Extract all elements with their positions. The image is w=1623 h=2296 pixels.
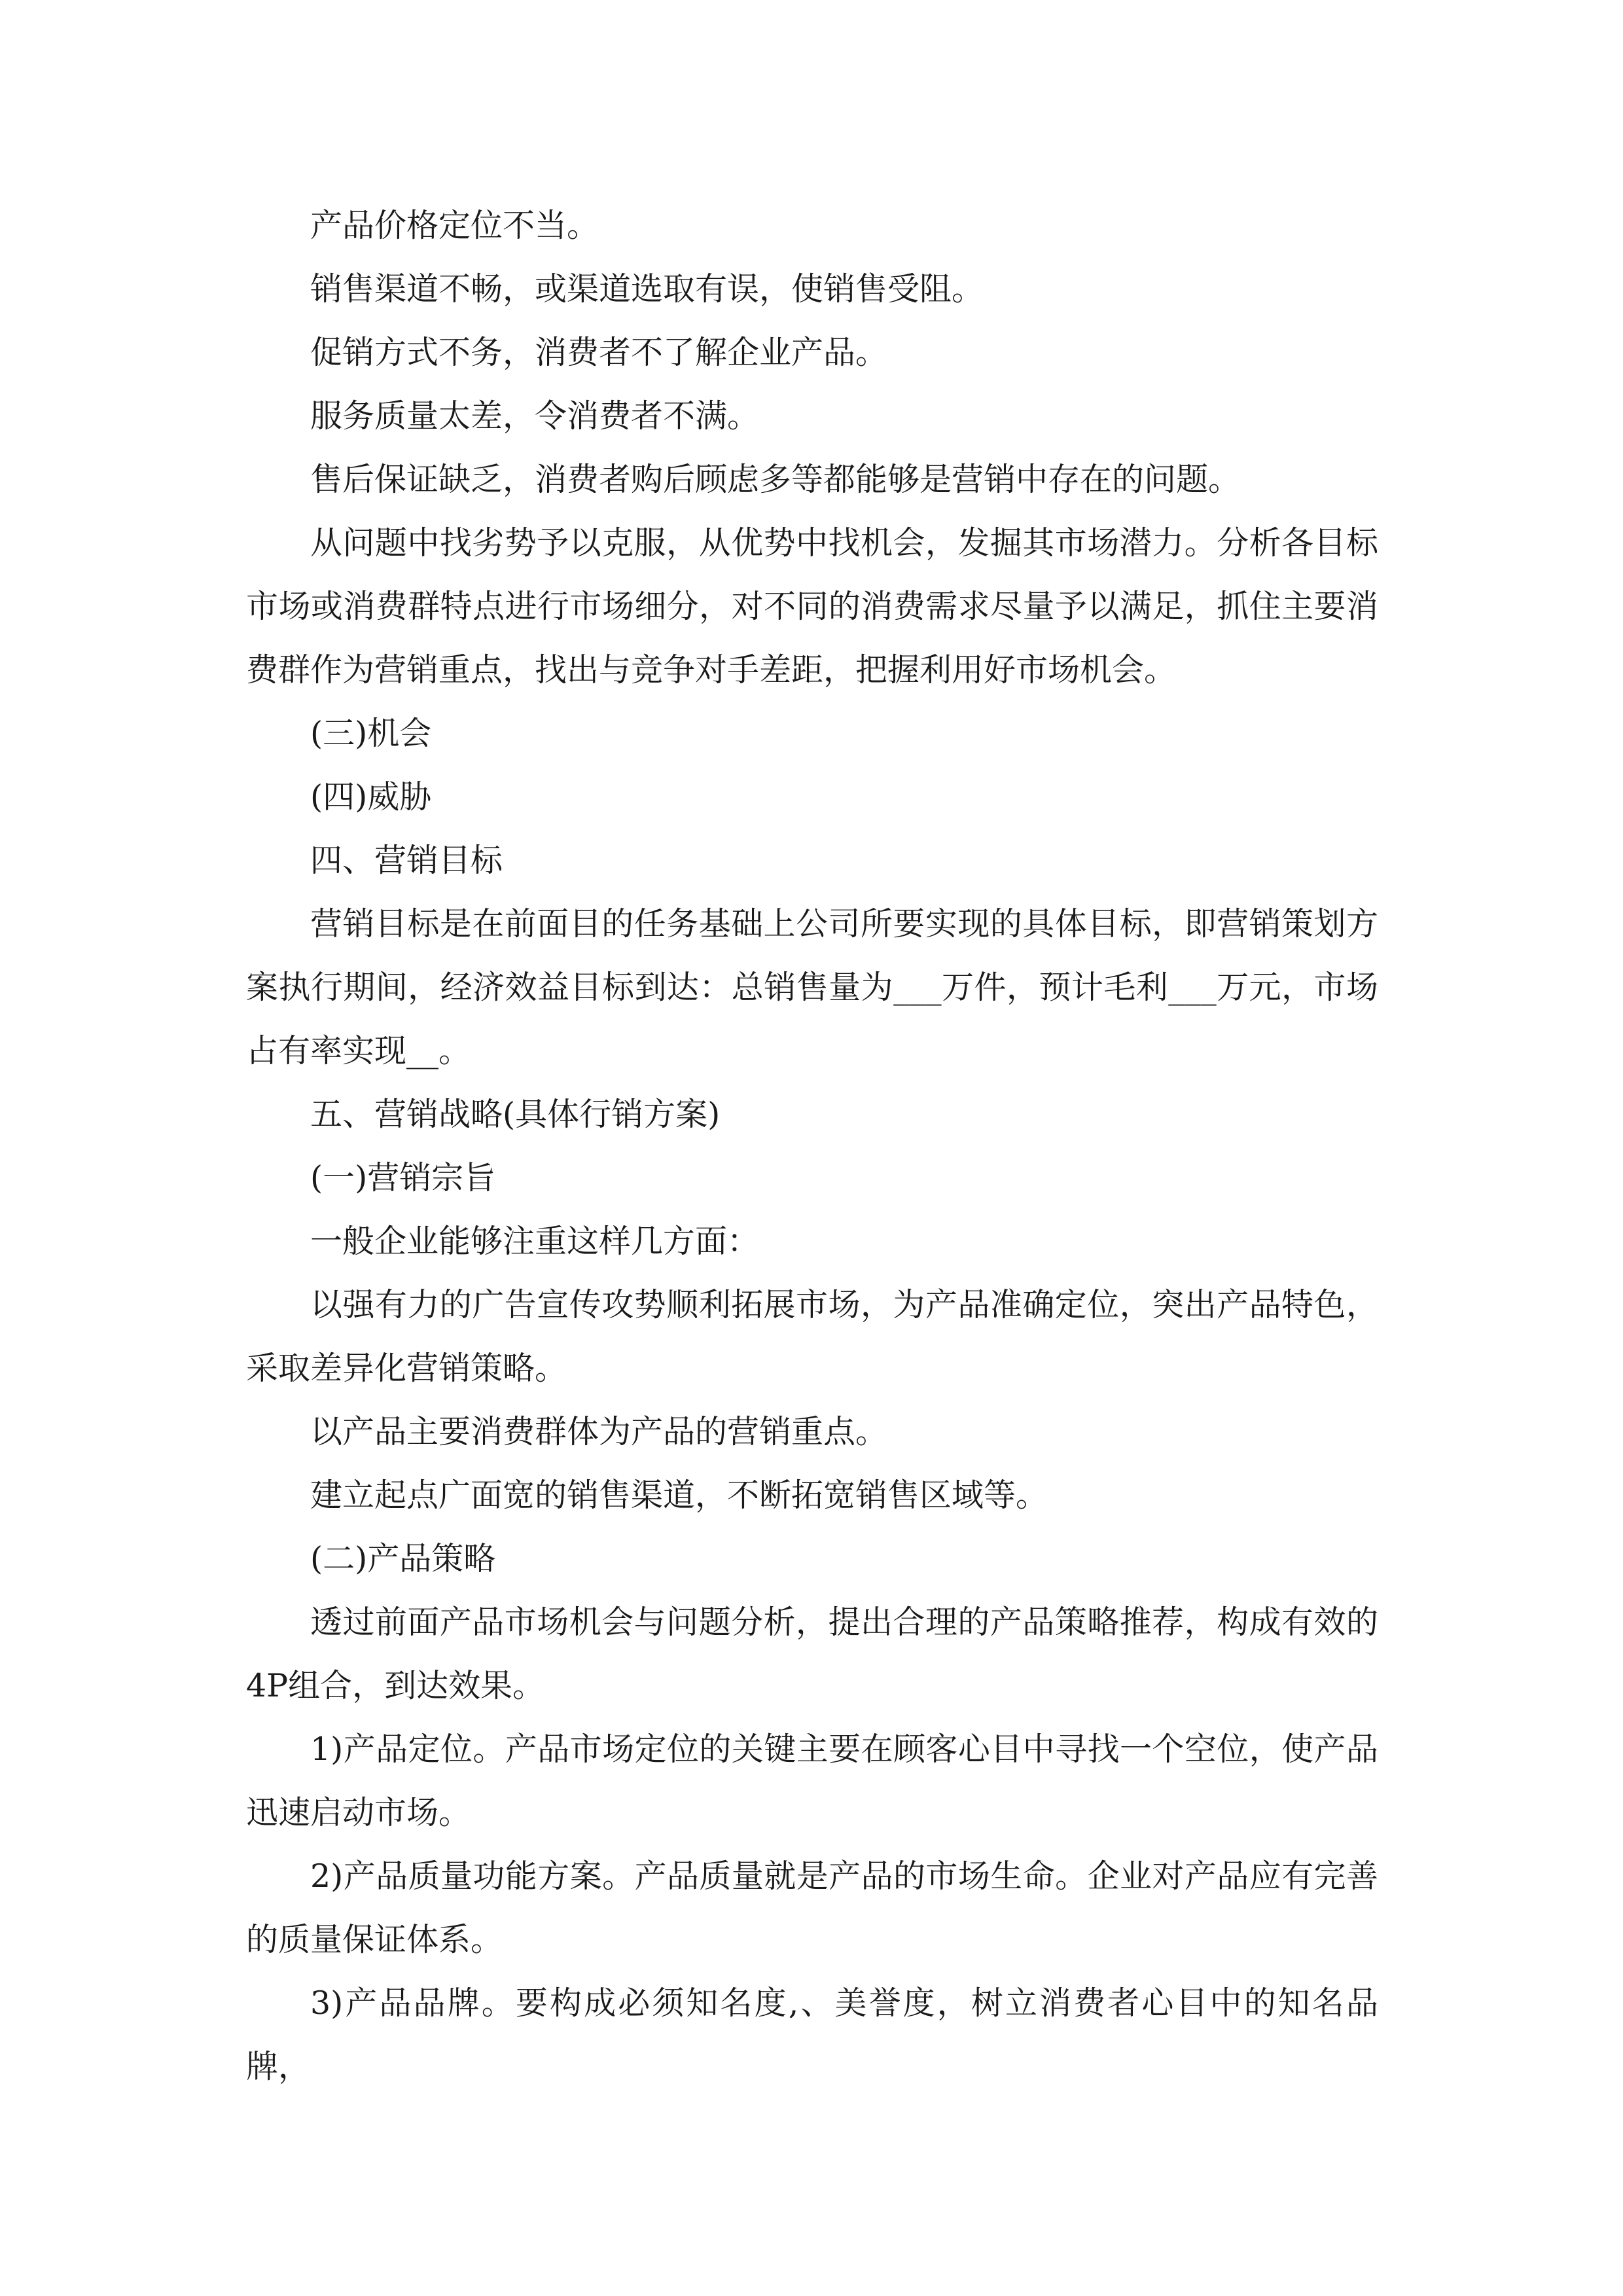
paragraph: 以强有力的广告宣传攻势顺利拓展市场，为产品准确定位，突出产品特色，采取差异化营销策略。 <box>246 1286 1378 1387</box>
paragraph: 服务质量太差，令消费者不满。 <box>310 397 760 435</box>
paragraph: 2)产品质量功能方案。产品质量就是产品的市场生命。企业对产品应有完善的质量保证体系。 <box>246 1857 1378 1958</box>
section-heading: (三)机会 <box>310 715 432 752</box>
paragraph: 一般企业能够注重这样几方面： <box>310 1223 760 1260</box>
paragraph: 1)产品定位。产品市场定位的关键主要在顾客心目中寻找一个空位，使产品迅速启动市场。 <box>246 1731 1378 1831</box>
section-heading: (四)威胁 <box>310 778 432 816</box>
paragraph: 销售渠道不畅，或渠道选取有误，使销售受阻。 <box>310 270 984 308</box>
paragraph: 以产品主要消费群体为产品的营销重点。 <box>310 1413 888 1450</box>
paragraph: 产品价格定位不当。 <box>310 207 599 244</box>
section-heading: (二)产品策略 <box>310 1540 496 1577</box>
section-heading: 五、营销战略(具体行销方案) <box>310 1096 721 1133</box>
paragraph: 透过前面产品市场机会与问题分析，提出合理的产品策略推荐，构成有效的4P组合，到达效果。 <box>246 1604 1378 1704</box>
section-heading: (一)营销宗旨 <box>310 1159 496 1196</box>
document-body <box>246 194 1378 2098</box>
paragraph: 从问题中找劣势予以克服，从优势中找机会，发掘其市场潜力。分析各目标市场或消费群特点进行市场细分，对不同的消费需求尽量予以满足，抓住主要消费群作为营销重点，找出与竞争对手差距，把握利用好市场机会。 <box>246 524 1378 689</box>
section-heading: 四、营销目标 <box>310 842 503 879</box>
paragraph: 3)产品品牌。要构成必须知名度,、美誉度，树立消费者心目中的知名品牌， <box>246 1984 1378 2085</box>
paragraph: 建立起点广面宽的销售渠道，不断拓宽销售区域等。 <box>310 1477 1048 1514</box>
paragraph: 营销目标是在前面目的任务基础上公司所要实现的具体目标，即营销策划方案执行期间，经济效益目标到达：总销售量为___万件，预计毛利___万元，市场占有率实现__。 <box>246 905 1378 1069</box>
paragraph: 售后保证缺乏，消费者购后顾虑多等都能够是营销中存在的问题。 <box>310 461 1241 498</box>
paragraph: 促销方式不务，消费者不了解企业产品。 <box>310 334 888 371</box>
